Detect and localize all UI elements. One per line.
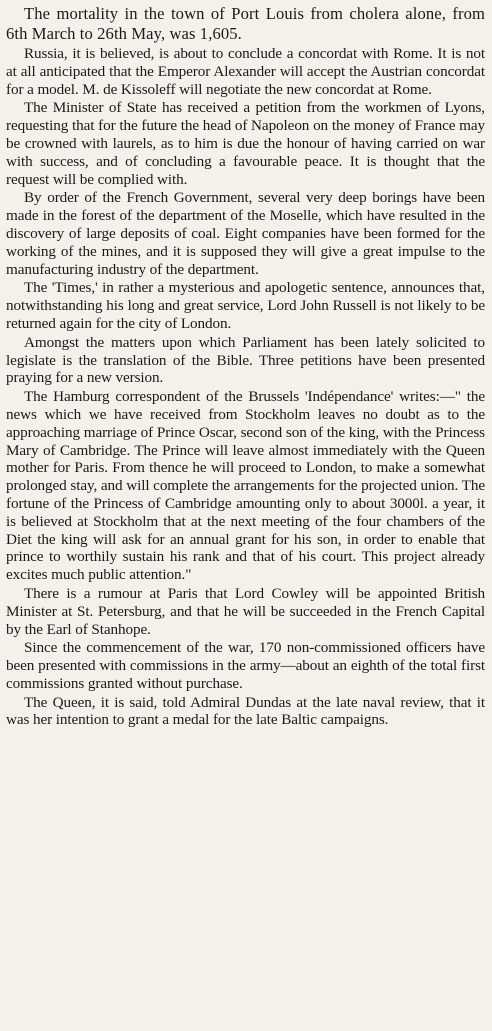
news-item-hamburg-correspondent: The Hamburg correspondent of the Brussels 'Indépendance' writes:—" the news which we have received from Stockholm leaves no doubt as to the approaching marriage of Prince Oscar, second son of the king, with the Princess Mary of Cambridge. The Prince will leave almost immediately with the Queen mother for Paris. From thence he will proceed to London, to make a somewhat prolonged stay, and will complete the arrangements for the projected union. The fortune of the Princess of Cambridge amounting only to about 3000l. a year, it is believed at Stockholm that at the next meeting of the four chambers of the Diet the king will ask for an annual grant for his son, in order to enable that prince to worthily sustain his rank and that of his court. This project already excites much public attention."	[6, 388, 485, 584]
news-item-army-commissions: Since the commencement of the war, 170 non-commissioned officers have been presented with commissions in the army—about an eighth of the total first commissions granted without purchase.	[6, 639, 485, 692]
news-item-moselle-coal: By order of the French Government, several very deep borings have been made in the forest of the department of the Moselle, which have resulted in the discovery of large deposits of coal. Eight companies have been formed for the working of the mines, and it is supposed they will give a great impulse to the manufacturing industry of the department.	[6, 189, 485, 278]
news-item-lyons-petition: The Minister of State has received a petition from the workmen of Lyons, requesting that for the future the head of Napoleon on the money of France may be crowned with laurels, as to him is due the honour of having carried on war with success, and of concluding a favourable peace. It is thought that the request will be complied with.	[6, 99, 485, 188]
news-item-bible-translation: Amongst the matters upon which Parliament has been lately solicited to legislate is the translation of the Bible. Three petitions have been presented praying for a new version.	[6, 333, 485, 387]
news-item-russia-concordat: Russia, it is believed, is about to conclude a concordat with Rome. It is not at all anticipated that the Emperor Alexander will accept the Austrian concordat for a model. M. de Kissoleff will negotiate the new concordat at Rome.	[6, 45, 485, 98]
news-item-times-russell: The 'Times,' in rather a mysterious and apologetic sentence, announces that, notwithstanding his long and great service, Lord John Russell is not likely to be returned again for the city of London.	[6, 279, 485, 332]
news-item-port-louis-cholera: The mortality in the town of Port Louis from cholera alone, from 6th March to 26th May, was 1,605.	[6, 4, 485, 43]
news-item-baltic-medal: The Queen, it is said, told Admiral Dundas at the late naval review, that it was her intention to grant a medal for the late Baltic campaigns.	[6, 693, 485, 729]
news-item-lord-cowley: There is a rumour at Paris that Lord Cowley will be appointed British Minister at St. Petersburg, and that he will be succeeded in the French Capital by the Earl of Stanhope.	[6, 584, 485, 638]
